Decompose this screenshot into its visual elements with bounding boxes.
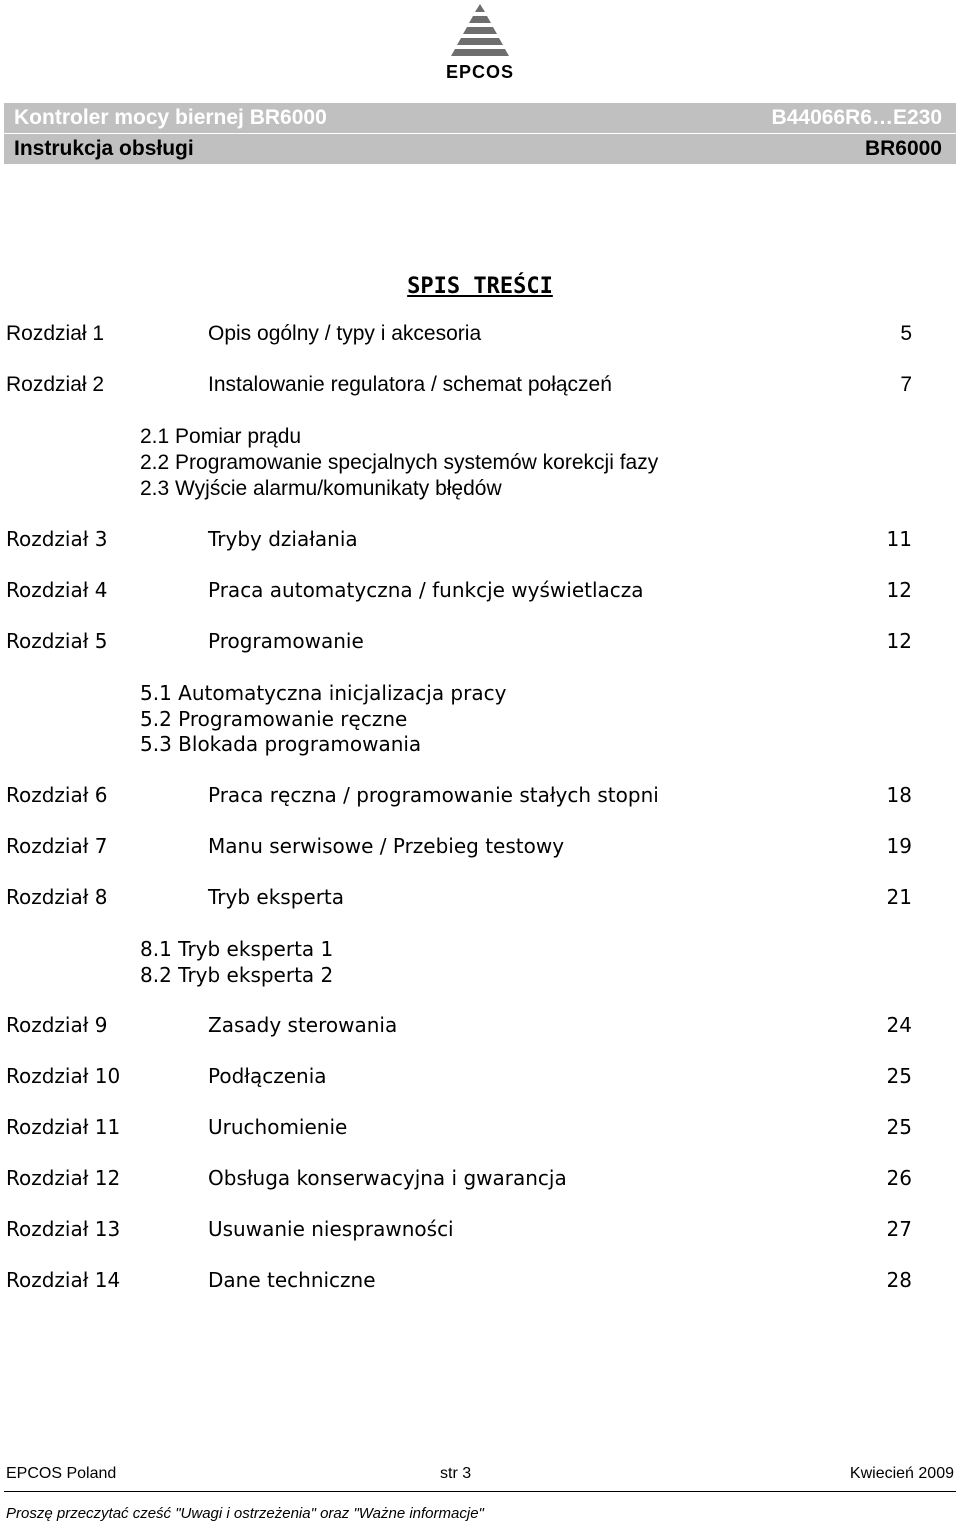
- toc-chapter: Rozdział 4: [6, 578, 108, 602]
- toc-title: Programowanie: [208, 629, 364, 653]
- toc-page: 25: [886, 1115, 912, 1139]
- toc-page: 21: [886, 885, 912, 909]
- header-bar-subtitle: [4, 134, 956, 164]
- header-bar-title: [4, 103, 956, 133]
- footer-note: Proszę przeczytać cześć "Uwagi i ostrzeżenia" oraz "Ważne informacje": [6, 1505, 484, 1522]
- toc-sub-5-2: 5.2 Programowanie ręczne: [140, 707, 408, 731]
- toc-title: Obsługa konserwacyjna i gwarancja: [208, 1166, 567, 1190]
- toc-title: Manu serwisowe / Przebieg testowy: [208, 834, 565, 858]
- toc-title: Dane techniczne: [208, 1268, 376, 1292]
- document-title: Kontroler mocy biernej BR6000: [14, 106, 327, 129]
- toc-sub-5-1: 5.1 Automatyczna inicjalizacja pracy: [140, 681, 507, 705]
- toc-page: 7: [900, 373, 912, 396]
- toc-page: 25: [886, 1064, 912, 1088]
- toc-title: Zasady sterowania: [208, 1013, 398, 1037]
- toc-row-12: [0, 1164, 960, 1192]
- toc-title: Praca ręczna / programowanie stałych stopni: [208, 783, 659, 807]
- footer-company: EPCOS Poland: [6, 1465, 117, 1482]
- toc-row-4: [0, 576, 960, 604]
- toc-sub-2-3: 2.3 Wyjście alarmu/komunikaty błędów: [140, 477, 502, 500]
- toc-row-5: [0, 627, 960, 655]
- toc-chapter: Rozdział 7: [6, 834, 108, 858]
- toc-title: Tryb eksperta: [208, 885, 345, 909]
- toc-row-8: [0, 883, 960, 911]
- toc-title: Opis ogólny / typy i akcesoria: [208, 322, 482, 345]
- toc-chapter: Rozdział 12: [6, 1166, 121, 1190]
- toc-page: 12: [886, 578, 912, 602]
- toc-row-3: [0, 525, 960, 553]
- toc-page: 27: [886, 1217, 912, 1241]
- toc-page: 28: [886, 1268, 912, 1292]
- toc-row-10: [0, 1062, 960, 1090]
- epcos-logo: [436, 2, 524, 82]
- toc-row-1: [0, 320, 960, 348]
- toc-chapter: Rozdział 13: [6, 1217, 121, 1241]
- toc-row-13: [0, 1215, 960, 1243]
- toc-title: Tryby działania: [208, 527, 358, 551]
- toc-chapter: Rozdział 10: [6, 1064, 121, 1088]
- toc-row-6: [0, 781, 960, 809]
- epcos-triangle-logo-icon: [444, 2, 516, 60]
- footer-divider: [4, 1491, 956, 1492]
- toc-chapter: Rozdział 1: [6, 322, 105, 345]
- toc-chapter: Rozdział 8: [6, 885, 108, 909]
- toc-heading: SPIS TREŚCI: [407, 274, 553, 299]
- document-subtitle: Instrukcja obsługi: [14, 137, 194, 160]
- toc-sub-8-1: 8.1 Tryb eksperta 1: [140, 937, 334, 961]
- toc-row-2: [0, 371, 960, 399]
- footer-date: Kwiecień 2009: [849, 1465, 954, 1482]
- toc-chapter: Rozdział 9: [6, 1013, 108, 1037]
- logo-text: EPCOS: [445, 62, 515, 82]
- toc-row-9: [0, 1011, 960, 1039]
- toc-title: Uruchomienie: [208, 1115, 348, 1139]
- toc-sub-2-2: 2.2 Programowanie specjalnych systemów korekcji fazy: [140, 451, 659, 474]
- toc-title: Praca automatyczna / funkcje wyświetlacza: [208, 578, 644, 602]
- toc-row-14: [0, 1266, 960, 1294]
- toc-page: 24: [886, 1013, 912, 1037]
- toc-chapter: Rozdział 5: [6, 629, 108, 653]
- toc-sub-5-3: 5.3 Blokada programowania: [140, 732, 422, 756]
- toc-row-11: [0, 1113, 960, 1141]
- toc-sub-2-1: 2.1 Pomiar prądu: [140, 425, 302, 448]
- toc-page: 19: [886, 834, 912, 858]
- product-code: B44066R6…E230: [771, 106, 942, 129]
- footer-page-number: str 3: [440, 1465, 472, 1482]
- toc-page: 12: [886, 629, 912, 653]
- toc-page: 11: [886, 527, 912, 551]
- model-name: BR6000: [864, 137, 942, 160]
- toc-chapter: Rozdział 3: [6, 527, 108, 551]
- toc-page: 5: [900, 322, 912, 345]
- toc-page: 18: [886, 783, 912, 807]
- toc-title: Podłączenia: [208, 1064, 327, 1088]
- toc-title: Usuwanie niesprawności: [208, 1217, 454, 1241]
- toc-row-7: [0, 832, 960, 860]
- toc-chapter: Rozdział 2: [6, 373, 105, 396]
- toc-chapter: Rozdział 11: [6, 1115, 121, 1139]
- toc-chapter: Rozdział 6: [6, 783, 108, 807]
- toc-sub-8-2: 8.2 Tryb eksperta 2: [140, 963, 334, 987]
- toc-chapter: Rozdział 14: [6, 1268, 121, 1292]
- toc-page: 26: [886, 1166, 912, 1190]
- toc-title: Instalowanie regulatora / schemat połączeń: [208, 373, 612, 396]
